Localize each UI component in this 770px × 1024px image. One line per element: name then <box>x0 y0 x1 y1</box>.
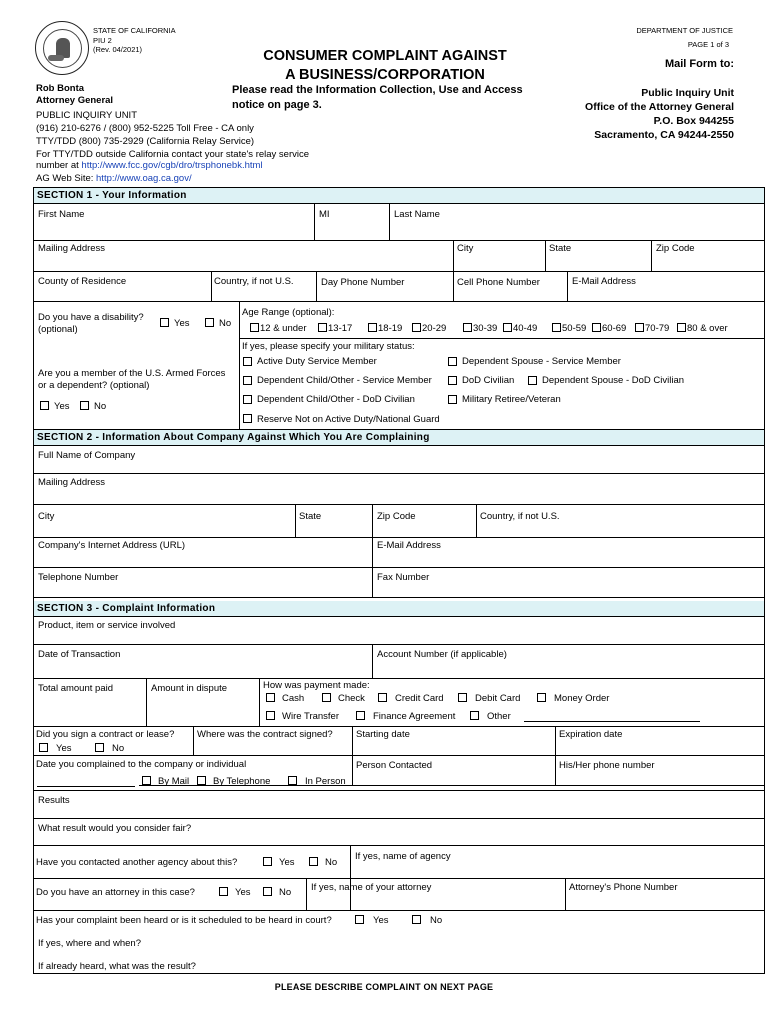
debit-card-checkbox[interactable] <box>458 693 467 702</box>
company-state-field[interactable]: State <box>299 511 322 522</box>
day-phone-field[interactable]: Day Phone Number <box>321 277 405 288</box>
form-id: PIU 2 <box>93 36 112 45</box>
age-label: 80 & over <box>687 323 728 334</box>
contract-where-field[interactable]: Where was the contract signed? <box>197 729 333 740</box>
relay-line: For TTY/TDD outside California contact your state's relay service <box>36 149 310 160</box>
notice-line1: Please read the Information Collection, Use and Access <box>232 84 523 96</box>
contract-no-checkbox[interactable] <box>95 743 104 752</box>
mail-address-line1: Public Inquiry Unit <box>641 87 734 99</box>
company-country-field[interactable]: Country, if not U.S. <box>480 511 560 522</box>
company-address-field[interactable]: Mailing Address <box>38 477 106 488</box>
unit-label: PUBLIC INQUIRY UNIT <box>36 110 138 121</box>
age-label: 12 & under <box>260 323 307 334</box>
company-city-field[interactable]: City <box>38 511 55 522</box>
agency-name-field[interactable]: If yes, name of agency <box>355 851 451 862</box>
dod-civilian-label: DoD Civilian <box>462 375 515 386</box>
date-complained-line[interactable] <box>37 786 135 787</box>
court-yes-label: Yes <box>373 915 389 926</box>
official-name: Rob Bonta <box>36 83 85 94</box>
zip-field[interactable]: Zip Code <box>656 243 695 254</box>
other-agency-question: Have you contacted another agency about this? <box>36 857 238 868</box>
tty-line: TTY/TDD (800) 735-2929 (California Relay Service) <box>36 136 255 147</box>
relay-link[interactable]: http://www.fcc.gov/cgb/dro/trsphonebk.html <box>81 160 263 171</box>
active-duty-label: Active Duty Service Member <box>257 356 377 367</box>
contract-no-label: No <box>112 743 125 754</box>
age-range-label: Age Range (optional): <box>242 307 335 318</box>
age-checkbox[interactable] <box>552 323 561 332</box>
money-order-label: Money Order <box>554 693 610 704</box>
county-field[interactable]: County of Residence <box>38 276 127 287</box>
city-field[interactable]: City <box>457 243 474 254</box>
relay-prefix: number at <box>36 160 82 171</box>
disability-yes-label: Yes <box>174 318 190 329</box>
court-no-checkbox[interactable] <box>412 915 421 924</box>
form-title-line2: A BUSINESS/CORPORATION <box>285 67 485 83</box>
company-email-field[interactable]: E-Mail Address <box>377 540 441 551</box>
age-checkbox[interactable] <box>635 323 644 332</box>
finance-agreement-label: Finance Agreement <box>373 711 456 722</box>
section1-header: SECTION 1 - Your Information <box>34 188 764 203</box>
dependent-spouse-checkbox[interactable] <box>448 357 457 366</box>
date-complained-field[interactable]: Date you complained to the company or individual <box>36 759 247 770</box>
disability-yes-checkbox[interactable] <box>160 318 169 327</box>
company-telephone-field[interactable]: Telephone Number <box>38 572 119 583</box>
age-checkbox[interactable] <box>250 323 259 332</box>
age-label: 30-39 <box>473 323 498 334</box>
dependent-child-checkbox[interactable] <box>243 376 252 385</box>
by-mail-label: By Mail <box>158 776 190 787</box>
military-no-checkbox[interactable] <box>80 401 89 410</box>
court-question: Has your complaint been heard or is it scheduled to be heard in court? <box>36 915 332 926</box>
dependent-child-label: Dependent Child/Other - Service Member <box>257 375 432 386</box>
check-label: Check <box>338 693 365 704</box>
contract-yes-checkbox[interactable] <box>39 743 48 752</box>
other-payment-label: Other <box>487 711 511 722</box>
reserve-label: Reserve Not on Active Duty/National Guard <box>257 414 440 425</box>
last-name-field[interactable]: Last Name <box>394 209 440 220</box>
page-number: PAGE 1 of 3 <box>687 40 729 49</box>
wire-transfer-label: Wire Transfer <box>282 711 340 722</box>
credit-card-label: Credit Card <box>395 693 444 704</box>
section2-header: SECTION 2 - Information About Company Against Which You Are Complaining <box>34 430 764 445</box>
phone-line: (916) 210-6276 / (800) 952-5225 Toll Free - CA only <box>36 123 254 134</box>
state-seal <box>35 21 89 75</box>
money-order-checkbox[interactable] <box>537 693 546 702</box>
check-checkbox[interactable] <box>322 693 331 702</box>
military-yes-label: Yes <box>54 401 70 412</box>
cash-checkbox[interactable] <box>266 693 275 702</box>
cash-label: Cash <box>282 693 305 704</box>
age-label: 13-17 <box>328 323 353 334</box>
amount-dispute-field[interactable]: Amount in dispute <box>151 683 228 694</box>
other-agency-no-label: No <box>325 857 338 868</box>
court-no-label: No <box>430 915 443 926</box>
in-person-checkbox[interactable] <box>288 776 297 785</box>
attorney-no-label: No <box>279 887 292 898</box>
payment-method-label: How was payment made: <box>263 680 370 691</box>
disability-optional: (optional) <box>38 324 78 335</box>
age-label: 20-29 <box>422 323 447 334</box>
dependent-spouse-dod-checkbox[interactable] <box>528 376 537 385</box>
military-retiree-checkbox[interactable] <box>448 395 457 404</box>
contract-question: Did you sign a contract or lease? <box>36 729 175 740</box>
state-label: STATE OF CALIFORNIA <box>93 26 176 35</box>
total-paid-field[interactable]: Total amount paid <box>38 683 113 694</box>
in-person-label: In Person <box>305 776 346 787</box>
his-her-phone-field[interactable]: His/Her phone number <box>559 760 655 771</box>
dod-civilian-checkbox[interactable] <box>448 376 457 385</box>
form-title-line1: CONSUMER COMPLAINT AGAINST <box>263 48 507 64</box>
mail-address-line4: Sacramento, CA 94244-2550 <box>594 129 734 141</box>
finance-agreement-checkbox[interactable] <box>356 711 365 720</box>
attorney-yes-checkbox[interactable] <box>219 887 228 896</box>
company-zip-field[interactable]: Zip Code <box>377 511 416 522</box>
age-label: 50-59 <box>562 323 587 334</box>
complaint-form <box>33 187 765 974</box>
active-duty-checkbox[interactable] <box>243 357 252 366</box>
cell-phone-field[interactable]: Cell Phone Number <box>457 277 540 288</box>
debit-card-label: Debit Card <box>475 693 521 704</box>
by-telephone-label: By Telephone <box>213 776 271 787</box>
reserve-checkbox[interactable] <box>243 414 252 423</box>
website-prefix: AG Web Site: <box>36 173 97 184</box>
contract-yes-label: Yes <box>56 743 72 754</box>
dependent-child-dod-checkbox[interactable] <box>243 395 252 404</box>
wire-transfer-checkbox[interactable] <box>266 711 275 720</box>
results-field[interactable]: Results <box>38 795 70 806</box>
mail-address-line3: P.O. Box 944255 <box>653 115 734 127</box>
attorney-yes-label: Yes <box>235 887 251 898</box>
military-no-label: No <box>94 401 107 412</box>
disability-no-label: No <box>219 318 232 329</box>
official-title: Attorney General <box>36 95 114 106</box>
age-label: 70-79 <box>645 323 670 334</box>
court-yes-checkbox[interactable] <box>355 915 364 924</box>
fair-result-field[interactable]: What result would you consider fair? <box>38 823 192 834</box>
form-revision: (Rev. 04/2021) <box>93 45 143 54</box>
disability-question: Do you have a disability? <box>38 312 144 323</box>
mail-form-to: Mail Form to: <box>664 58 734 70</box>
person-contacted-field[interactable]: Person Contacted <box>356 760 433 771</box>
mailing-address-field[interactable]: Mailing Address <box>38 243 106 254</box>
military-question: Are you a member of the U.S. Armed Forces <box>38 368 226 379</box>
age-label: 18-19 <box>378 323 403 334</box>
mi-field[interactable]: MI <box>319 209 330 220</box>
country-field[interactable]: Country, if not U.S. <box>214 276 294 287</box>
attorney-no-checkbox[interactable] <box>263 887 272 896</box>
other-payment-checkbox[interactable] <box>470 711 479 720</box>
relay-number-line <box>36 160 263 172</box>
other-agency-yes-label: Yes <box>279 857 295 868</box>
website-link[interactable]: http://www.oag.ca.gov/ <box>96 173 192 184</box>
dependent-spouse-dod-label: Dependent Spouse - DoD Civilian <box>542 375 685 386</box>
email-field[interactable]: E-Mail Address <box>572 276 636 287</box>
company-url-field[interactable]: Company's Internet Address (URL) <box>38 540 186 551</box>
age-checkbox[interactable] <box>463 323 472 332</box>
section3-header: SECTION 3 - Complaint Information <box>34 601 764 616</box>
account-number-field[interactable]: Account Number (if applicable) <box>377 649 507 660</box>
disability-no-checkbox[interactable] <box>205 318 214 327</box>
court-result-field[interactable]: If already heard, what was the result? <box>38 961 196 972</box>
state-field[interactable]: State <box>549 243 572 254</box>
attorney-phone-field[interactable]: Attorney's Phone Number <box>569 882 678 893</box>
where-when-field[interactable]: If yes, where and when? <box>38 938 141 949</box>
military-specify-label: If yes, please specify your military status: <box>242 341 415 352</box>
military-question-optional: or a dependent? (optional) <box>38 380 150 391</box>
age-checkbox[interactable] <box>368 323 377 332</box>
age-label: 60-69 <box>602 323 627 334</box>
age-label: 40-49 <box>513 323 538 334</box>
starting-date-field[interactable]: Starting date <box>356 729 410 740</box>
other-agency-no-checkbox[interactable] <box>309 857 318 866</box>
age-checkbox[interactable] <box>503 323 512 332</box>
department-label: DEPARTMENT OF JUSTICE <box>636 26 733 35</box>
dependent-child-dod-label: Dependent Child/Other - DoD Civilian <box>257 394 415 405</box>
date-transaction-field[interactable]: Date of Transaction <box>38 649 121 660</box>
age-checkbox[interactable] <box>412 323 421 332</box>
credit-card-checkbox[interactable] <box>378 693 387 702</box>
military-yes-checkbox[interactable] <box>40 401 49 410</box>
by-telephone-checkbox[interactable] <box>197 776 206 785</box>
other-agency-yes-checkbox[interactable] <box>263 857 272 866</box>
website-line <box>36 173 192 185</box>
expiration-date-field[interactable]: Expiration date <box>559 729 623 740</box>
first-name-field[interactable]: First Name <box>38 209 85 220</box>
age-checkbox[interactable] <box>592 323 601 332</box>
dependent-spouse-label: Dependent Spouse - Service Member <box>462 356 621 367</box>
other-payment-line[interactable] <box>524 721 700 722</box>
company-fax-field[interactable]: Fax Number <box>377 572 430 583</box>
mail-address-line2: Office of the Attorney General <box>585 101 734 113</box>
age-checkbox[interactable] <box>677 323 686 332</box>
company-name-field[interactable]: Full Name of Company <box>38 450 136 461</box>
military-retiree-label: Military Retiree/Veteran <box>462 394 561 405</box>
attorney-question: Do you have an attorney in this case? <box>36 887 195 898</box>
product-field[interactable]: Product, item or service involved <box>38 620 176 631</box>
attorney-name-field[interactable]: If yes, name of your attorney <box>311 882 432 893</box>
age-checkbox[interactable] <box>318 323 327 332</box>
next-page-note: PLEASE DESCRIBE COMPLAINT ON NEXT PAGE <box>274 982 494 992</box>
notice-line2: notice on page 3. <box>232 99 322 111</box>
by-mail-checkbox[interactable] <box>142 776 151 785</box>
